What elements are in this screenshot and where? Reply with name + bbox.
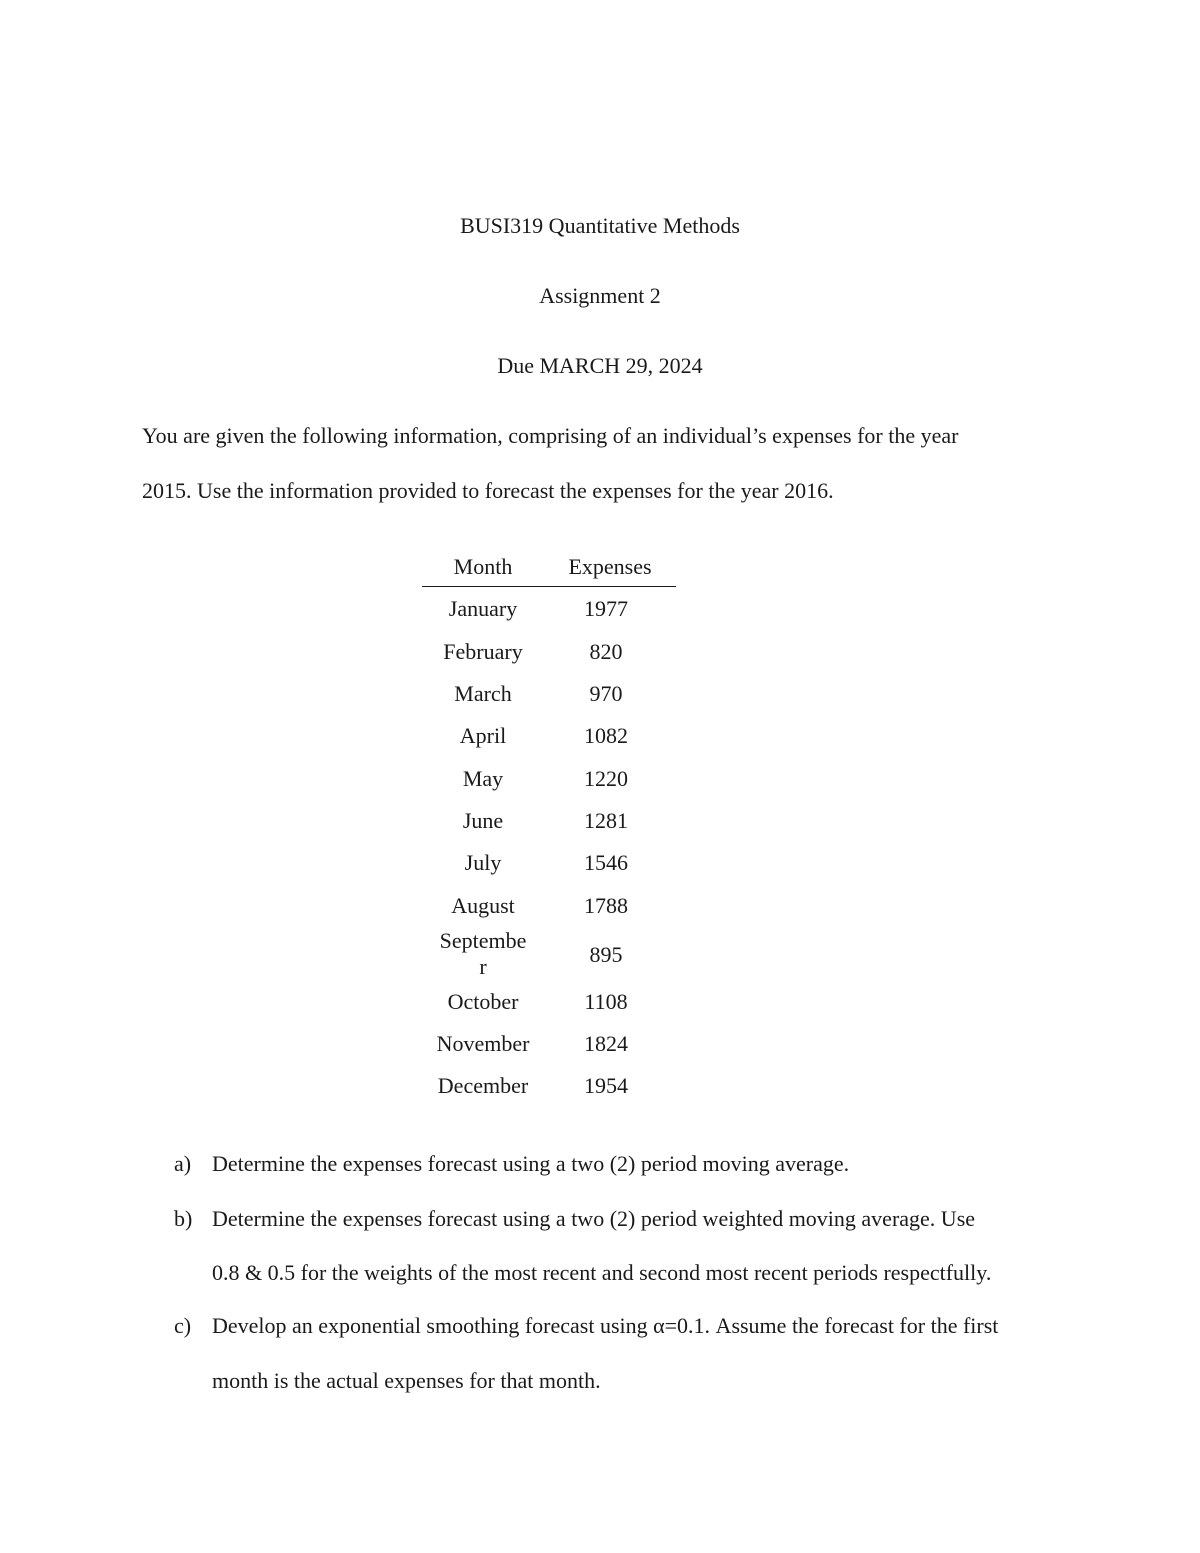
- table-row: [422, 928, 676, 982]
- expenses-cell: 895: [589, 942, 623, 967]
- table-row: [422, 891, 676, 921]
- expenses-cell: 1220: [584, 766, 628, 791]
- expenses-cell: 1954: [584, 1073, 628, 1098]
- month-cell: June: [462, 808, 504, 833]
- header-rule: [422, 586, 676, 587]
- expenses-cell: 1788: [584, 893, 628, 918]
- expenses-cell: 1546: [584, 850, 628, 875]
- question-text-continued: month is the actual expenses for that month.: [212, 1368, 601, 1393]
- table-row: [422, 806, 676, 836]
- month-cell: February: [443, 639, 523, 664]
- question-text-continued: 0.8 & 0.5 for the weights of the most recent and second most recent periods respectfully.: [212, 1260, 992, 1285]
- expenses-cell: 1977: [584, 596, 628, 621]
- month-cell: October: [447, 989, 519, 1014]
- question-marker: c): [174, 1313, 192, 1338]
- intro-line-2: 2015. Use the information provided to forecast the expenses for the year 2016.: [142, 478, 834, 503]
- month-cell-wrap: r: [479, 954, 487, 979]
- expenses-cell: 970: [589, 681, 623, 706]
- table-row: [422, 1071, 676, 1101]
- expenses-cell: 820: [589, 639, 623, 664]
- table-row: [422, 1029, 676, 1059]
- column-header-month: Month: [453, 554, 513, 579]
- month-cell: January: [448, 596, 518, 621]
- table-row: [422, 987, 676, 1017]
- question-marker: a): [174, 1151, 192, 1176]
- question-text: Determine the expenses forecast using a two (2) period weighted moving average. Use: [212, 1206, 976, 1231]
- month-cell: May: [462, 766, 504, 791]
- intro-line-1: You are given the following information, comprising of an individual’s expenses for the year: [142, 423, 959, 448]
- month-cell: April: [459, 723, 507, 748]
- month-cell: July: [464, 850, 502, 875]
- month-cell: March: [454, 681, 512, 706]
- expenses-cell: 1281: [584, 808, 628, 833]
- table-row: [422, 679, 676, 709]
- course-title: BUSI319 Quantitative Methods: [460, 213, 740, 238]
- due-date: Due MARCH 29, 2024: [497, 353, 703, 378]
- question-marker: b): [174, 1206, 193, 1231]
- expenses-cell: 1082: [584, 723, 628, 748]
- table-row: [422, 721, 676, 751]
- month-cell: August: [451, 893, 515, 918]
- table-row: [422, 637, 676, 667]
- table-row: [422, 848, 676, 878]
- table-header-row: [422, 552, 676, 582]
- month-cell: Septembe: [439, 928, 527, 953]
- table-row: [422, 764, 676, 794]
- expenses-cell: 1108: [584, 989, 628, 1014]
- question-text: Develop an exponential smoothing forecast using α=0.1. Assume the forecast for the first: [212, 1313, 999, 1338]
- expenses-cell: 1824: [584, 1031, 628, 1056]
- month-cell: December: [437, 1073, 529, 1098]
- month-cell: November: [436, 1031, 530, 1056]
- question-text: Determine the expenses forecast using a two (2) period moving average.: [212, 1151, 850, 1176]
- column-header-expenses: Expenses: [568, 554, 652, 579]
- assignment-title: Assignment 2: [539, 283, 661, 308]
- table-row: [422, 594, 676, 624]
